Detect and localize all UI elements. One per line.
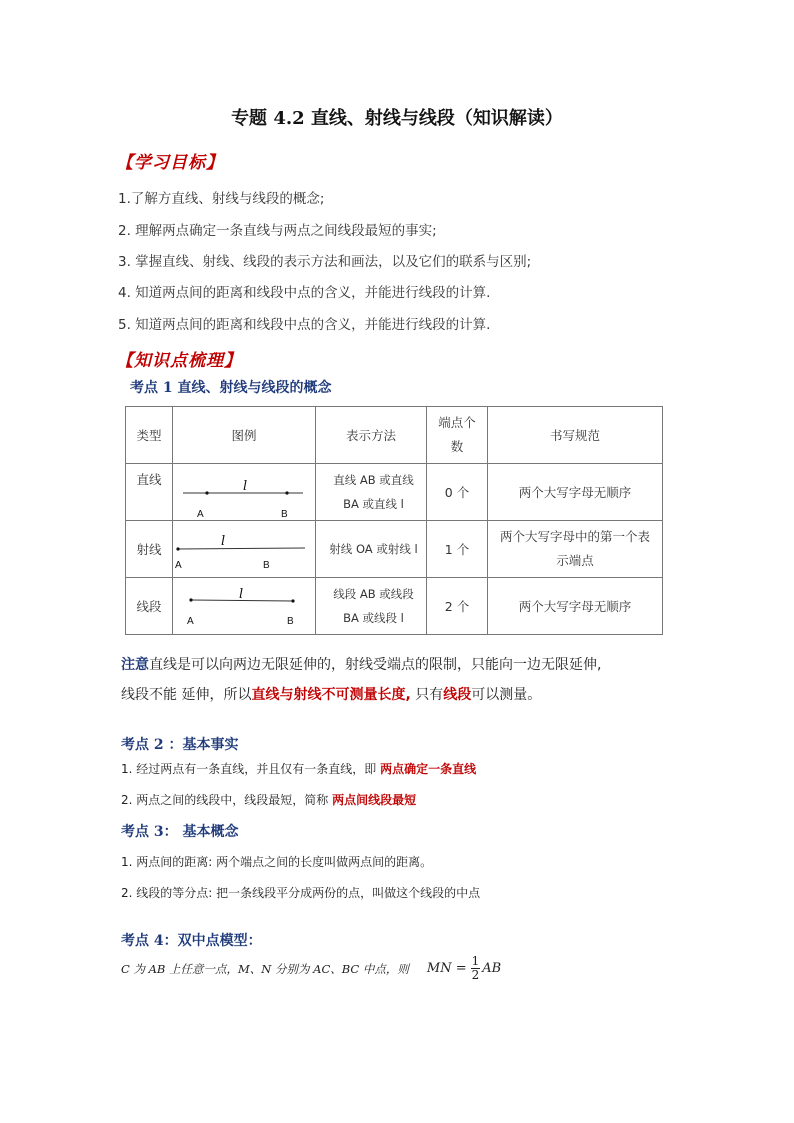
goal-item-2: 2. 理解两点确定一条直线与两点之间线段最短的事实; — [118, 223, 437, 239]
table-header-row — [126, 407, 663, 464]
ray-diagram — [173, 521, 315, 577]
rule-ray: 两个大写字母中的第一个表示端点 — [488, 521, 663, 578]
goal-item-4: 4. 知道两点间的距离和线段中点的含义，并能进行线段的计算. — [118, 285, 491, 301]
figure-segment-cell — [173, 578, 316, 635]
note-text-2c: 可以测量。 — [471, 687, 542, 703]
notation-segment: 线段 AB 或线段 BA 或线段 l — [316, 578, 427, 635]
goal-item-1: 1.了解方直线、射线与线段的概念; — [118, 191, 325, 207]
count-ray: 1 个 — [427, 521, 488, 578]
note-label: 注意 — [121, 657, 149, 673]
rule-line: 两个大写字母无顺序 — [488, 464, 663, 521]
kd2-highlight-1: 两点确定一条直线 — [380, 762, 477, 776]
segment-point-a: A — [187, 616, 194, 627]
row-type-line: 直线 — [126, 464, 173, 521]
kd4-title: 考点 4：双中点模型： — [121, 933, 262, 949]
note-text-2a: 线段不能 延伸，所以 — [121, 687, 252, 703]
header-endpoints: 端点个数 — [427, 407, 488, 464]
kd3-item-2: 2. 线段的等分点: 把一条线段平分成两份的点，叫做这个线段的中点 — [121, 886, 481, 900]
kd2-title: 考点 2 ：基本事实 — [121, 737, 239, 753]
line-label-l: l — [243, 479, 248, 494]
count-segment: 2 个 — [427, 578, 488, 635]
segment-label-l: l — [239, 587, 244, 602]
goal-item-5: 5. 知道两点间的距离和线段中点的含义，并能进行线段的计算. — [118, 317, 491, 333]
figure-line-cell — [173, 464, 316, 521]
note-text-1: 直线是可以向两边无限延伸的，射线受端点的限制，只能向一边无限延伸, — [149, 657, 602, 673]
table-row — [126, 464, 663, 521]
kd4-statement: C 为 AB 上任意一点，M、N 分别为 AC、BC 中点，则 MN = $\frac{1}{2}$ AB — [121, 954, 502, 982]
figure-ray-cell — [173, 521, 316, 578]
header-figure: 图例 — [173, 407, 316, 464]
notation-line: 直线 AB 或直线 BA 或直线 l — [316, 464, 427, 521]
header-rule: 书写规范 — [488, 407, 663, 464]
note-highlight-2: 线段 — [443, 687, 472, 703]
concept-table — [125, 406, 663, 635]
formula-fraction: $\frac{1}{2}$ — [471, 954, 480, 982]
point-label-b: B — [281, 509, 288, 520]
kd3-item-1: 1. 两点间的距离: 两个端点之间的长度叫做两点间的距离。 — [121, 855, 433, 869]
kd2-item-1: 1. 经过两点有一条直线，并且仅有一条直线，即 两点确定一条直线 — [121, 762, 477, 776]
table-row — [126, 521, 663, 578]
kd2-item-2: 2. 两点之间的线段中，线段最短，简称 两点间线段最短 — [121, 793, 417, 807]
segment-point-b: B — [287, 616, 294, 627]
page-title: 专题 4.2 直线、射线与线段（知识解读） — [231, 108, 563, 129]
notation-ray: 射线 OA 或射线 l — [316, 521, 427, 578]
row-type-segment: 线段 — [126, 578, 173, 635]
note-paragraph — [121, 650, 681, 710]
note-highlight-1: 直线与射线不可测量长度, — [251, 687, 411, 703]
point-label-a: A — [197, 509, 204, 520]
kd3-title: 考点 3： 基本概念 — [121, 824, 239, 840]
goals-heading: 【学习目标】 — [116, 153, 224, 173]
kd2-highlight-2: 两点间线段最短 — [332, 793, 417, 807]
ray-label-l: l — [221, 534, 226, 549]
header-notation: 表示方法 — [316, 407, 427, 464]
rule-segment: 两个大写字母无顺序 — [488, 578, 663, 635]
goal-item-3: 3. 掌握直线、射线、线段的表示方法和画法，以及它们的联系与区别; — [118, 254, 532, 270]
row-type-ray: 射线 — [126, 521, 173, 578]
formula-rhs: AB — [482, 961, 502, 976]
segment-diagram — [173, 578, 315, 634]
kd1-title: 考点 1 直线、射线与线段的概念 — [130, 380, 332, 396]
knowledge-heading: 【知识点梳理】 — [116, 351, 242, 371]
count-line: 0 个 — [427, 464, 488, 521]
table-row — [126, 578, 663, 635]
line-diagram — [173, 464, 315, 520]
formula-lhs: MN = — [426, 961, 467, 976]
header-type: 类型 — [126, 407, 173, 464]
ray-point-a: A — [175, 560, 182, 571]
ray-point-b: B — [263, 560, 270, 571]
note-text-2b: 只有 — [410, 687, 444, 703]
